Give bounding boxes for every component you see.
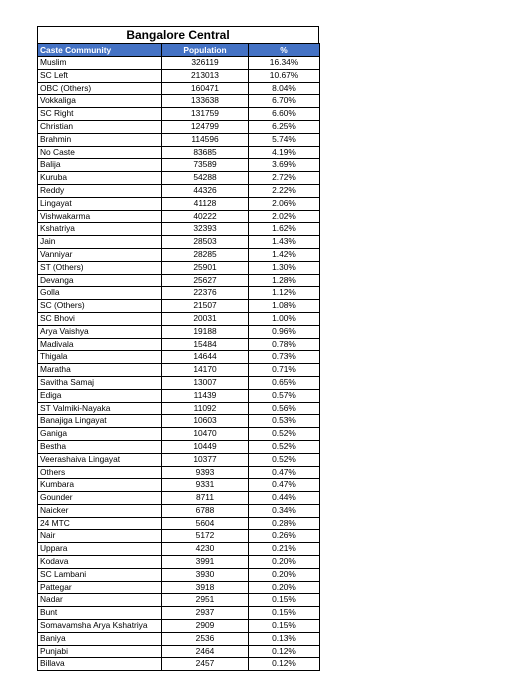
column-header-percent: %: [249, 44, 320, 57]
table-row: [38, 658, 320, 671]
population-cell: 11439: [162, 389, 249, 402]
percent-cell: 0.52%: [249, 428, 320, 441]
population-cell: 15484: [162, 338, 249, 351]
caste-community-cell: Vanniyar: [38, 248, 162, 261]
percent-cell: 0.73%: [249, 351, 320, 364]
percent-cell: 0.34%: [249, 504, 320, 517]
caste-community-cell: Veerashaiva Lingayat: [38, 453, 162, 466]
caste-community-cell: Jain: [38, 236, 162, 249]
table-row: [38, 415, 320, 428]
percent-cell: 1.62%: [249, 223, 320, 236]
percent-cell: 0.52%: [249, 440, 320, 453]
population-cell: 2464: [162, 645, 249, 658]
table-row: [38, 645, 320, 658]
percent-cell: 0.13%: [249, 632, 320, 645]
table-row: [38, 261, 320, 274]
percent-cell: 0.26%: [249, 530, 320, 543]
table-row: [38, 607, 320, 620]
caste-community-cell: Vishwakarma: [38, 210, 162, 223]
column-header-population: Population: [162, 44, 249, 57]
table-row: [38, 492, 320, 505]
table-row: [38, 210, 320, 223]
percent-cell: 5.74%: [249, 133, 320, 146]
percent-cell: 0.20%: [249, 581, 320, 594]
percent-cell: 1.00%: [249, 312, 320, 325]
population-cell: 8711: [162, 492, 249, 505]
table-row: [38, 517, 320, 530]
percent-cell: 2.02%: [249, 210, 320, 223]
caste-community-cell: Pattegar: [38, 581, 162, 594]
table-row: [38, 376, 320, 389]
table-row: [38, 184, 320, 197]
caste-community-cell: ST (Others): [38, 261, 162, 274]
percent-cell: 2.06%: [249, 197, 320, 210]
population-cell: 326119: [162, 57, 249, 70]
population-cell: 10470: [162, 428, 249, 441]
population-cell: 10449: [162, 440, 249, 453]
population-cell: 2937: [162, 607, 249, 620]
table-row: [38, 274, 320, 287]
caste-community-cell: SC Right: [38, 108, 162, 121]
table-row: [38, 504, 320, 517]
table-row: [38, 351, 320, 364]
caste-community-cell: Reddy: [38, 184, 162, 197]
percent-cell: 3.69%: [249, 159, 320, 172]
table-row: [38, 402, 320, 415]
table-row: [38, 287, 320, 300]
percent-cell: 2.72%: [249, 172, 320, 185]
population-cell: 41128: [162, 197, 249, 210]
percent-cell: 1.12%: [249, 287, 320, 300]
percent-cell: 1.42%: [249, 248, 320, 261]
caste-community-cell: SC Left: [38, 69, 162, 82]
population-cell: 2536: [162, 632, 249, 645]
caste-community-cell: SC (Others): [38, 300, 162, 313]
population-cell: 5604: [162, 517, 249, 530]
population-cell: 20031: [162, 312, 249, 325]
table-row: [38, 556, 320, 569]
percent-cell: 0.78%: [249, 338, 320, 351]
population-cell: 73589: [162, 159, 249, 172]
caste-community-cell: Gounder: [38, 492, 162, 505]
percent-cell: 0.47%: [249, 466, 320, 479]
caste-community-cell: Balija: [38, 159, 162, 172]
caste-community-cell: Nadar: [38, 594, 162, 607]
population-cell: 13007: [162, 376, 249, 389]
population-cell: 133638: [162, 95, 249, 108]
population-cell: 14170: [162, 364, 249, 377]
percent-cell: 0.56%: [249, 402, 320, 415]
caste-community-cell: Muslim: [38, 57, 162, 70]
population-cell: 83685: [162, 146, 249, 159]
caste-community-cell: Madivala: [38, 338, 162, 351]
table-row: [38, 440, 320, 453]
table-row: [38, 172, 320, 185]
column-header-caste-community: Caste Community: [38, 44, 162, 57]
caste-community-cell: Vokkaliga: [38, 95, 162, 108]
caste-community-cell: Brahmin: [38, 133, 162, 146]
table-row: [38, 248, 320, 261]
percent-cell: 0.20%: [249, 568, 320, 581]
percent-cell: 6.25%: [249, 120, 320, 133]
percent-cell: 16.34%: [249, 57, 320, 70]
table-body: [38, 57, 320, 671]
population-cell: 9393: [162, 466, 249, 479]
population-cell: 2457: [162, 658, 249, 671]
table-row: [38, 620, 320, 633]
table-row: [38, 223, 320, 236]
percent-cell: 0.15%: [249, 620, 320, 633]
population-cell: 25627: [162, 274, 249, 287]
table-row: [38, 197, 320, 210]
caste-community-cell: Thigala: [38, 351, 162, 364]
percent-cell: 1.30%: [249, 261, 320, 274]
table-row: [38, 159, 320, 172]
population-cell: 11092: [162, 402, 249, 415]
caste-community-cell: Christian: [38, 120, 162, 133]
table-row: [38, 325, 320, 338]
percent-cell: 0.28%: [249, 517, 320, 530]
percent-cell: 1.28%: [249, 274, 320, 287]
population-cell: 22376: [162, 287, 249, 300]
population-cell: 131759: [162, 108, 249, 121]
caste-community-cell: Maratha: [38, 364, 162, 377]
table-row: [38, 133, 320, 146]
population-cell: 2951: [162, 594, 249, 607]
population-cell: 160471: [162, 82, 249, 95]
table-row: [38, 530, 320, 543]
table-row: [38, 57, 320, 70]
table-row: [38, 146, 320, 159]
table-row: [38, 543, 320, 556]
population-cell: 32393: [162, 223, 249, 236]
population-cell: 114596: [162, 133, 249, 146]
population-cell: 19188: [162, 325, 249, 338]
table-row: [38, 389, 320, 402]
percent-cell: 6.60%: [249, 108, 320, 121]
caste-community-cell: SC Lambani: [38, 568, 162, 581]
table-row: [38, 632, 320, 645]
population-cell: 3930: [162, 568, 249, 581]
percent-cell: 1.08%: [249, 300, 320, 313]
caste-community-cell: Baniya: [38, 632, 162, 645]
percent-cell: 0.71%: [249, 364, 320, 377]
caste-community-cell: Ediga: [38, 389, 162, 402]
population-cell: 124799: [162, 120, 249, 133]
population-cell: 6788: [162, 504, 249, 517]
caste-community-cell: Uppara: [38, 543, 162, 556]
percent-cell: 0.15%: [249, 607, 320, 620]
percent-cell: 6.70%: [249, 95, 320, 108]
caste-population-sheet: [37, 26, 319, 671]
table-title: Bangalore Central: [37, 26, 319, 43]
percent-cell: 0.20%: [249, 556, 320, 569]
population-cell: 40222: [162, 210, 249, 223]
table-row: [38, 108, 320, 121]
header-row: [38, 44, 320, 57]
population-cell: 3918: [162, 581, 249, 594]
percent-cell: 10.67%: [249, 69, 320, 82]
table-row: [38, 453, 320, 466]
population-cell: 44326: [162, 184, 249, 197]
population-cell: 25901: [162, 261, 249, 274]
population-cell: 10603: [162, 415, 249, 428]
table-row: [38, 82, 320, 95]
population-cell: 4230: [162, 543, 249, 556]
percent-cell: 8.04%: [249, 82, 320, 95]
caste-community-cell: Devanga: [38, 274, 162, 287]
caste-community-cell: Naicker: [38, 504, 162, 517]
caste-community-cell: Banajiga Lingayat: [38, 415, 162, 428]
table-row: [38, 594, 320, 607]
caste-community-cell: Ganiga: [38, 428, 162, 441]
table-row: [38, 479, 320, 492]
percent-cell: 0.65%: [249, 376, 320, 389]
caste-population-table: [37, 43, 320, 671]
population-cell: 21507: [162, 300, 249, 313]
caste-community-cell: 24 MTC: [38, 517, 162, 530]
table-row: [38, 236, 320, 249]
table-row: [38, 120, 320, 133]
caste-community-cell: Somavamsha Arya Kshatriya: [38, 620, 162, 633]
population-cell: 9331: [162, 479, 249, 492]
population-cell: 5172: [162, 530, 249, 543]
caste-community-cell: Savitha Samaj: [38, 376, 162, 389]
percent-cell: 0.15%: [249, 594, 320, 607]
table-row: [38, 428, 320, 441]
caste-community-cell: ST Valmiki-Nayaka: [38, 402, 162, 415]
caste-community-cell: Lingayat: [38, 197, 162, 210]
percent-cell: 4.19%: [249, 146, 320, 159]
population-cell: 213013: [162, 69, 249, 82]
table-row: [38, 300, 320, 313]
caste-community-cell: Others: [38, 466, 162, 479]
caste-community-cell: Kuruba: [38, 172, 162, 185]
percent-cell: 0.12%: [249, 645, 320, 658]
table-row: [38, 338, 320, 351]
population-cell: 2909: [162, 620, 249, 633]
percent-cell: 0.53%: [249, 415, 320, 428]
caste-community-cell: OBC (Others): [38, 82, 162, 95]
table-row: [38, 69, 320, 82]
percent-cell: 2.22%: [249, 184, 320, 197]
table-row: [38, 364, 320, 377]
caste-community-cell: Arya Vaishya: [38, 325, 162, 338]
caste-community-cell: SC Bhovi: [38, 312, 162, 325]
caste-community-cell: Golla: [38, 287, 162, 300]
caste-community-cell: Bunt: [38, 607, 162, 620]
caste-community-cell: Bestha: [38, 440, 162, 453]
population-cell: 3991: [162, 556, 249, 569]
caste-community-cell: Kumbara: [38, 479, 162, 492]
caste-community-cell: Kshatriya: [38, 223, 162, 236]
percent-cell: 0.47%: [249, 479, 320, 492]
percent-cell: 0.96%: [249, 325, 320, 338]
table-row: [38, 312, 320, 325]
caste-community-cell: No Caste: [38, 146, 162, 159]
caste-community-cell: Billava: [38, 658, 162, 671]
population-cell: 28503: [162, 236, 249, 249]
percent-cell: 0.52%: [249, 453, 320, 466]
percent-cell: 0.12%: [249, 658, 320, 671]
percent-cell: 0.57%: [249, 389, 320, 402]
table-row: [38, 95, 320, 108]
caste-community-cell: Kodava: [38, 556, 162, 569]
percent-cell: 1.43%: [249, 236, 320, 249]
caste-community-cell: Nair: [38, 530, 162, 543]
table-row: [38, 581, 320, 594]
percent-cell: 0.21%: [249, 543, 320, 556]
percent-cell: 0.44%: [249, 492, 320, 505]
population-cell: 10377: [162, 453, 249, 466]
caste-community-cell: Punjabi: [38, 645, 162, 658]
table-row: [38, 568, 320, 581]
population-cell: 14644: [162, 351, 249, 364]
population-cell: 54288: [162, 172, 249, 185]
population-cell: 28285: [162, 248, 249, 261]
table-row: [38, 466, 320, 479]
